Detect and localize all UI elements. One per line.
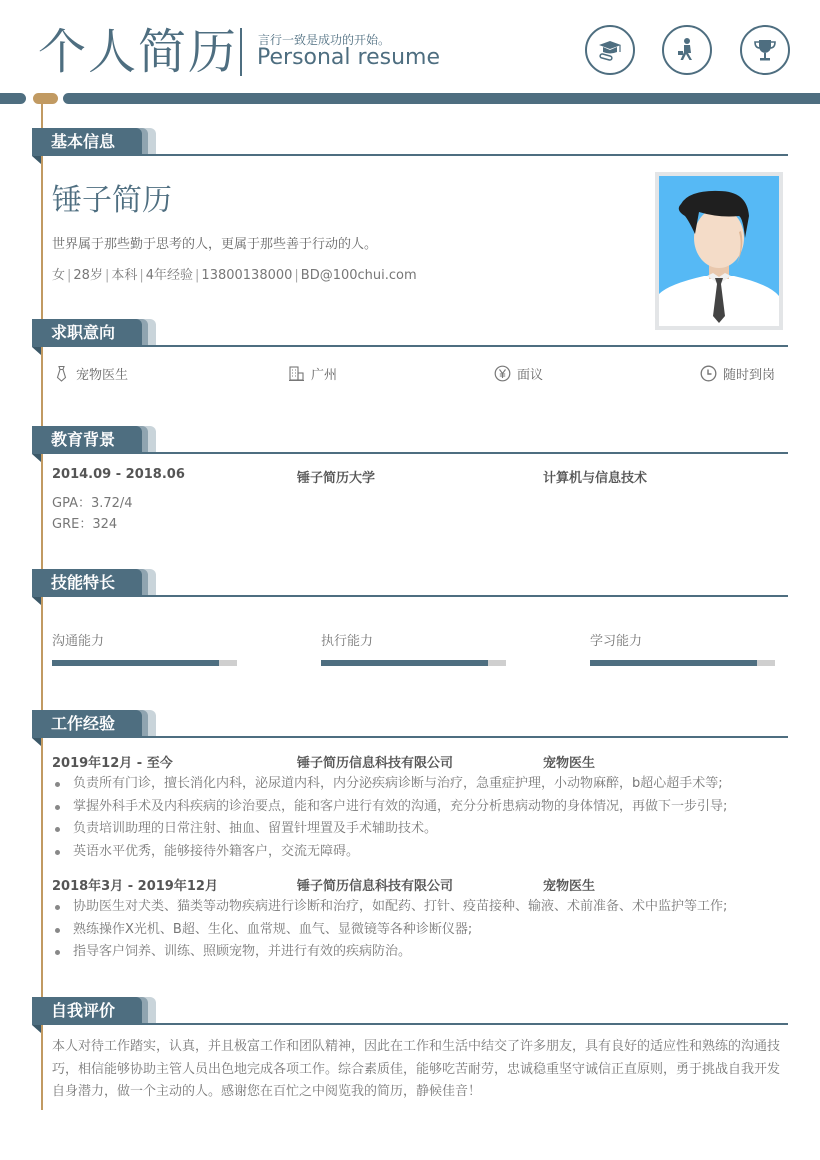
job-period: 2019年12月 - 至今 [52,756,173,771]
edu-gpa: GPA：3.72/4 [52,496,133,511]
page-subtitle: 言行一致是成功的开始。 [258,33,391,47]
section-skills [32,569,788,599]
skill-label: 学习能力 [590,634,643,649]
skill-label: 沟通能力 [52,634,105,649]
email: BD@100chui.com [300,268,417,283]
section-title: 工作经验 [32,710,142,738]
job-duties [52,896,727,964]
graduation-cap-icon [585,25,635,75]
page-title: 个人简历 [38,24,239,80]
list-item: 掌握外科手术及内科疾病的诊治要点，能和客户进行有效的沟通，充分分析患病动物的身体情况，再做下一步引导; [52,796,727,819]
section-title: 教育背景 [32,426,142,454]
candidate-name: 锤子简历 [52,183,172,218]
skill-bar [590,660,775,666]
experience: 4年经验 [145,268,194,283]
section-rule [32,154,788,156]
list-item: 负责所有门诊，擅长消化内科，泌尿道内科，内分泌疾病诊断与治疗，急重症护理，小动物麻醉，b超心超手术等; [52,773,727,796]
section-rule [32,595,788,597]
section-title: 自我评价 [32,997,142,1025]
degree: 本科 [111,268,138,283]
section-education [32,426,788,456]
header-bar-left [0,93,26,104]
section-basic-info [32,128,788,158]
job-company: 锤子简历信息科技有限公司 [297,879,454,894]
edu-major: 计算机与信息技术 [543,471,648,486]
header-bar-gold [33,93,58,104]
section-title: 技能特长 [32,569,142,597]
page-title-en: Personal resume [257,45,440,70]
resume-header [0,0,820,92]
section-rule [32,736,788,738]
section-self-evaluation [32,997,788,1027]
intent-availability: 随时到岗 [700,364,775,383]
skill-bar [321,660,506,666]
candidate-meta: 女 | 28岁 | 本科 | 4年经验 | 13800138000 | BD@100chui.com [52,268,417,283]
list-item: 熟练操作X光机、B超、生化、血常规、血气、显微镜等各种诊断仪器; [52,919,727,942]
businessman-walking-icon [662,25,712,75]
intent-city: 广州 [288,364,337,383]
section-rule [32,452,788,454]
self-evaluation-text: 本人对待工作踏实，认真，并且极富工作和团队精神，因此在工作和生活中结交了许多朋友，具有良好的适应性和熟练的沟通技巧，相信能够协助主管人员出色地完成各项工作。综合素质佳，能够吃苦耐劳，忠诚稳重坚守诚信正直原则，勇于挑战自我开发自身潜力，做一个主动的人。感谢您在百忙之中阅览我的简历，静候佳音！ [52,1039,781,1099]
job-position: 宠物医生 [543,879,596,894]
avatar-photo [655,172,783,330]
edu-gre: GRE：324 [52,517,118,532]
clock-icon [700,365,717,382]
list-item: 协助医生对犬类、猫类等动物疾病进行诊断和治疗，如配药、打针、疫苗接种、输液、术前准备、术中监护等工作; [52,896,727,919]
trophy-icon [740,25,790,75]
list-item: 指导客户饲养、训练、照顾宠物，并进行有效的疾病防治。 [52,941,727,964]
intent-salary: 面议 [494,364,543,383]
section-title: 基本信息 [32,128,142,156]
gender: 女 [52,268,66,283]
edu-period: 2014.09 - 2018.06 [52,467,185,482]
list-item: 英语水平优秀，能够接待外籍客户，交流无障碍。 [52,841,727,864]
phone: 13800138000 [201,268,293,283]
section-rule [32,345,788,347]
job-company: 锤子简历信息科技有限公司 [297,756,454,771]
job-position: 宠物医生 [543,756,596,771]
skill-bar-fill [52,660,219,666]
skill-bar [52,660,237,666]
job-duties [52,773,727,863]
skill-bar-fill [590,660,757,666]
age: 28岁 [73,268,103,283]
header-bar-main [63,93,820,104]
job-period: 2018年3月 - 2019年12月 [52,879,218,894]
title-divider [240,28,242,76]
building-icon [288,365,305,382]
skill-label: 执行能力 [321,634,374,649]
intent-position: 宠物医生 [53,364,128,383]
section-title: 求职意向 [32,319,142,347]
candidate-motto: 世界属于那些勤于思考的人，更属于那些善于行动的人。 [52,237,378,252]
list-item: 负责培训助理的日常注射、抽血、留置针埋置及手术辅助技术。 [52,818,727,841]
yen-icon [494,365,511,382]
edu-school: 锤子简历大学 [297,471,376,486]
skill-bar-fill [321,660,488,666]
tie-icon [53,365,70,382]
section-work [32,710,788,740]
timeline-line [41,104,43,1110]
section-rule [32,1023,788,1025]
section-job-intent [32,319,788,349]
